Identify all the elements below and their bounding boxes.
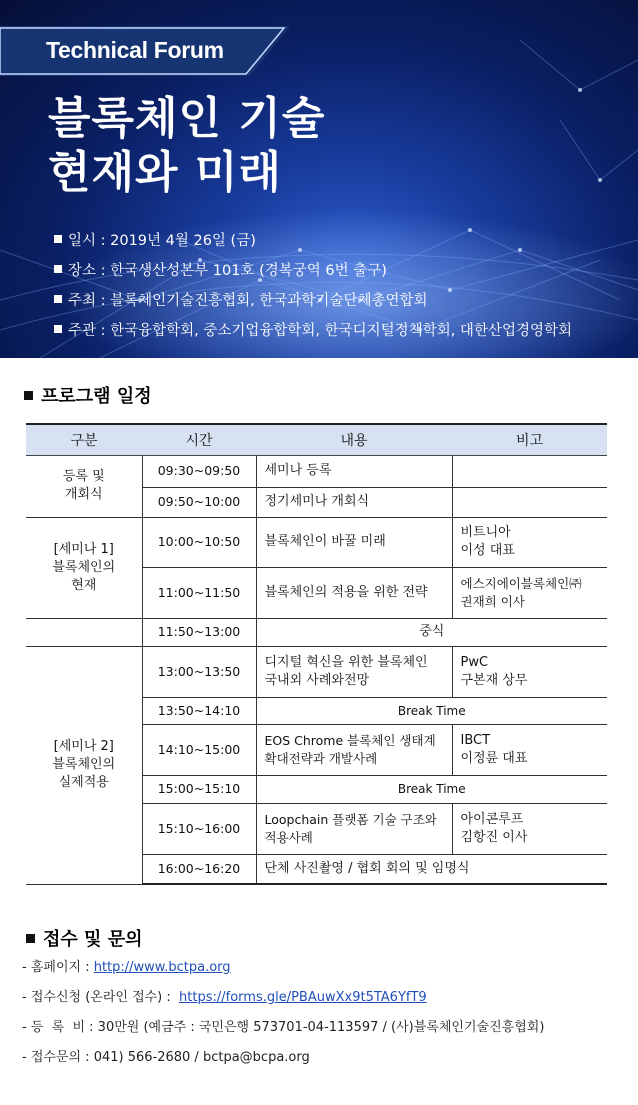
header-content: 내용 <box>256 424 452 455</box>
event-info-list <box>54 224 572 344</box>
table-row: 09:50~10:00 정기세미나 개회식 <box>26 487 607 517</box>
bullet-square-icon <box>54 295 62 303</box>
inquiry-line: - 접수문의 : 041) 566-2680 / bctpa@bcpa.org <box>22 1050 310 1065</box>
fee-line: - 등 록 비 : 30만원 (예금주 : 국민은행 573701-04-113597 / (사)블록체인기술진흥협회) <box>22 1020 545 1035</box>
group-seminar-2: [세미나 2] 블록체인의 실제적용 <box>26 646 142 884</box>
homepage-line: - 홈페이지 : http://www.bctpa.org <box>22 960 231 975</box>
info-organizer: 주관 : 한국융합학회, 중소기업융합학회, 한국디지털정책학회, 대한산업경영학회 <box>54 314 572 344</box>
table-row: 16:00~16:20 단체 사진촬영 / 협회 회의 및 임명식 <box>26 854 607 884</box>
contact-heading: 접수 및 문의 <box>26 925 142 951</box>
header-category: 구분 <box>26 424 142 455</box>
table-row: 13:50~14:10 Break Time <box>26 697 607 724</box>
table-row: [세미나 2] 블록체인의 실제적용 13:00~13:50 디지털 혁신을 위한 블록체인 국내외 사례와전망 PwC 구본재 상무 <box>26 646 607 697</box>
table-row: 등록 및 개회식 09:30~09:50 세미나 등록 <box>26 455 607 487</box>
table-row: 11:50~13:00 중식 <box>26 618 607 646</box>
title-line-1: 블록체인 기술 <box>48 93 326 144</box>
group-registration: 등록 및 개회식 <box>26 455 142 517</box>
header-note: 비고 <box>452 424 607 455</box>
apply-line: - 접수신청 (온라인 접수) : https://forms.gle/PBAuwXx9t5TA6YfT9 <box>22 990 427 1005</box>
program-table <box>26 423 607 885</box>
table-row: 11:00~11:50 블록체인의 적용을 위한 전략 에스지에이블록체인㈜ 권재희 이사 <box>26 567 607 618</box>
info-date: 일시 : 2019년 4월 26일 (금) <box>54 224 572 254</box>
table-row: [세미나 1] 블록체인의 현재 10:00~10:50 블록체인이 바꿀 미래 비트니아 이성 대표 <box>26 517 607 567</box>
table-row: 14:10~15:00 EOS Chrome 블록체인 생태계 확대전략과 개발사례 IBCT 이정륜 대표 <box>26 724 607 775</box>
bullet-square-icon <box>54 235 62 243</box>
bullet-square-icon <box>54 265 62 273</box>
info-host: 주최 : 블록체인기술진흥협회, 한국과학기술단체총연합회 <box>54 284 572 314</box>
program-heading: 프로그램 일정 <box>24 382 152 408</box>
header-time: 시간 <box>142 424 256 455</box>
title-line-2: 현재와 미래 <box>48 147 282 198</box>
bullet-square-icon <box>26 934 35 943</box>
table-header-row <box>26 424 607 455</box>
info-venue: 장소 : 한국생산성본부 101호 (경복궁역 6번 출구) <box>54 254 572 284</box>
hero-banner <box>0 0 638 358</box>
homepage-link[interactable]: http://www.bctpa.org <box>93 960 231 975</box>
table-row: 15:10~16:00 Loopchain 플랫폼 기술 구조와 적용사례 아이콘루프 김항진 이사 <box>26 803 607 854</box>
forum-label: Technical Forum <box>46 37 224 63</box>
contact-info <box>22 958 544 1078</box>
event-title <box>48 92 325 200</box>
bullet-square-icon <box>24 391 33 400</box>
apply-form-link[interactable]: https://forms.gle/PBAuwXx9t5TA6YfT9 <box>179 990 427 1005</box>
bullet-square-icon <box>54 325 62 333</box>
table-row: 15:00~15:10 Break Time <box>26 775 607 803</box>
group-seminar-1: [세미나 1] 블록체인의 현재 <box>26 517 142 618</box>
